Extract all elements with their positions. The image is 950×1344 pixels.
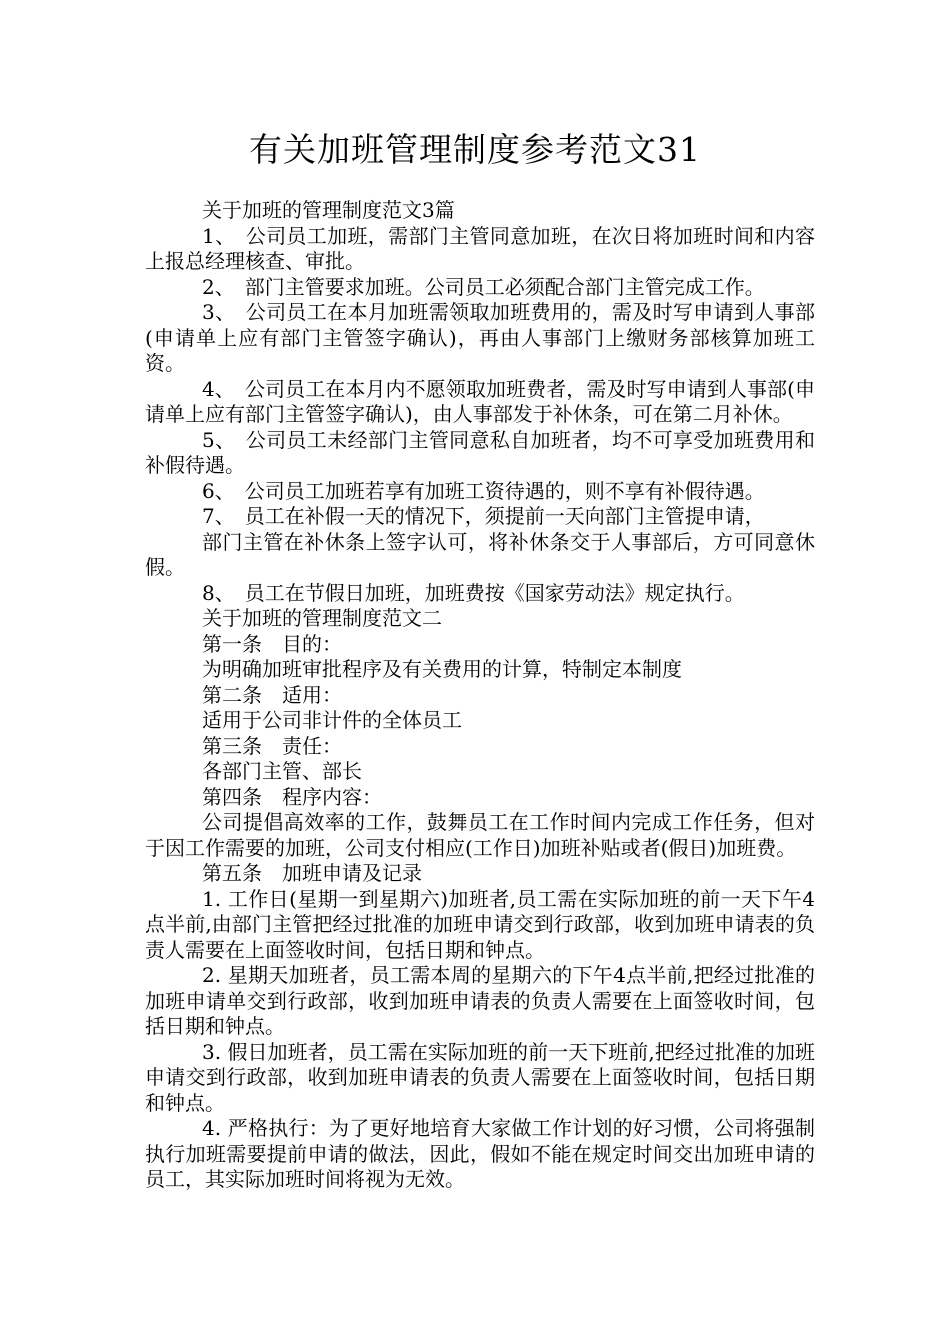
article-5-item-3: 3. 假日加班者，员工需在实际加班的前一天下班前,把经过批准的加班申请交到行政部，收到加班申请表的负责人需要在上面签收时间，包括日期和钟点。 [145, 1039, 815, 1115]
article-4-text: 公司提倡高效率的工作，鼓舞员工在工作时间内完成工作任务，但对于因工作需要的加班，公司支付相应(工作日)加班补贴或者(假日)加班费。 [145, 810, 815, 860]
paragraph-item-7: 7、 员工在补假一天的情况下，须提前一天向部门主管提申请， [202, 504, 765, 528]
paragraph-item-2: 2、 部门主管要求加班。公司员工必须配合部门主管完成工作。 [202, 274, 765, 299]
paragraph-item-7-continued: 部门主管在补休条上签字认可，将补休条交于人事部后，方可同意休假。 [145, 529, 815, 579]
paragraph-heading-1: 关于加班的管理制度范文3篇 [202, 198, 455, 222]
paragraph-item-6: 6、 公司员工加班若享有加班工资待遇的，则不享有补假待遇。 [202, 478, 765, 503]
paragraph-item-8: 8、 员工在节假日加班，加班费按《国家劳动法》规定执行。 [202, 580, 745, 605]
paragraph-item-1: 1、 公司员工加班，需部门主管同意加班，在次日将加班时间和内容上报总经理核查、审批。 [145, 223, 815, 273]
paragraph-item-4: 4、 公司员工在本月内不愿领取加班费者，需及时写申请到人事部(申请单上应有部门主管签字确认)，由人事部发于补休条，可在第二月补休。 [145, 376, 815, 426]
article-3-heading: 第三条 责任： [202, 733, 342, 758]
article-1-text: 为明确加班审批程序及有关费用的计算，特制定本制度 [202, 657, 682, 681]
document-body [145, 198, 815, 1193]
article-2-heading: 第二条 适用： [202, 682, 342, 707]
article-5-heading: 第五条 加班申请及记录 [202, 861, 422, 885]
paragraph-heading-2: 关于加班的管理制度范文二 [202, 606, 442, 630]
document-title: 有关加班管理制度参考范文31 [249, 130, 701, 169]
article-5-item-1: 1. 工作日(星期一到星期六)加班者,员工需在实际加班的前一天下午4点半前,由部门主管把经过批准的加班申请交到行政部，收到加班申请表的负责人需要在上面签收时间，包括日期和钟点。 [145, 886, 815, 962]
article-1-heading: 第一条 目的： [202, 631, 342, 656]
article-5-item-4: 4. 严格执行：为了更好地培育大家做工作计划的好习惯，公司将强制执行加班需要提前申请的做法，因此，假如不能在规定时间交出加班申请的员工，其实际加班时间将视为无效。 [145, 1116, 815, 1191]
article-3-text: 各部门主管、部长 [202, 759, 362, 783]
article-4-heading: 第四条 程序内容： [202, 784, 382, 809]
paragraph-item-3: 3、 公司员工在本月加班需领取加班费用的，需及时写申请到人事部(申请单上应有部门主管签字确认)，再由人事部门上缴财务部核算加班工资。 [145, 300, 815, 375]
paragraph-item-5: 5、 公司员工未经部门主管同意私自加班者，均不可享受加班费用和补假待遇。 [145, 427, 815, 477]
article-2-text: 适用于公司非计件的全体员工 [202, 708, 462, 732]
article-5-item-2: 2. 星期天加班者，员工需本周的星期六的下午4点半前,把经过批准的加班申请单交到行政部，收到加班申请表的负责人需要在上面签收时间，包括日期和钟点。 [145, 963, 815, 1038]
